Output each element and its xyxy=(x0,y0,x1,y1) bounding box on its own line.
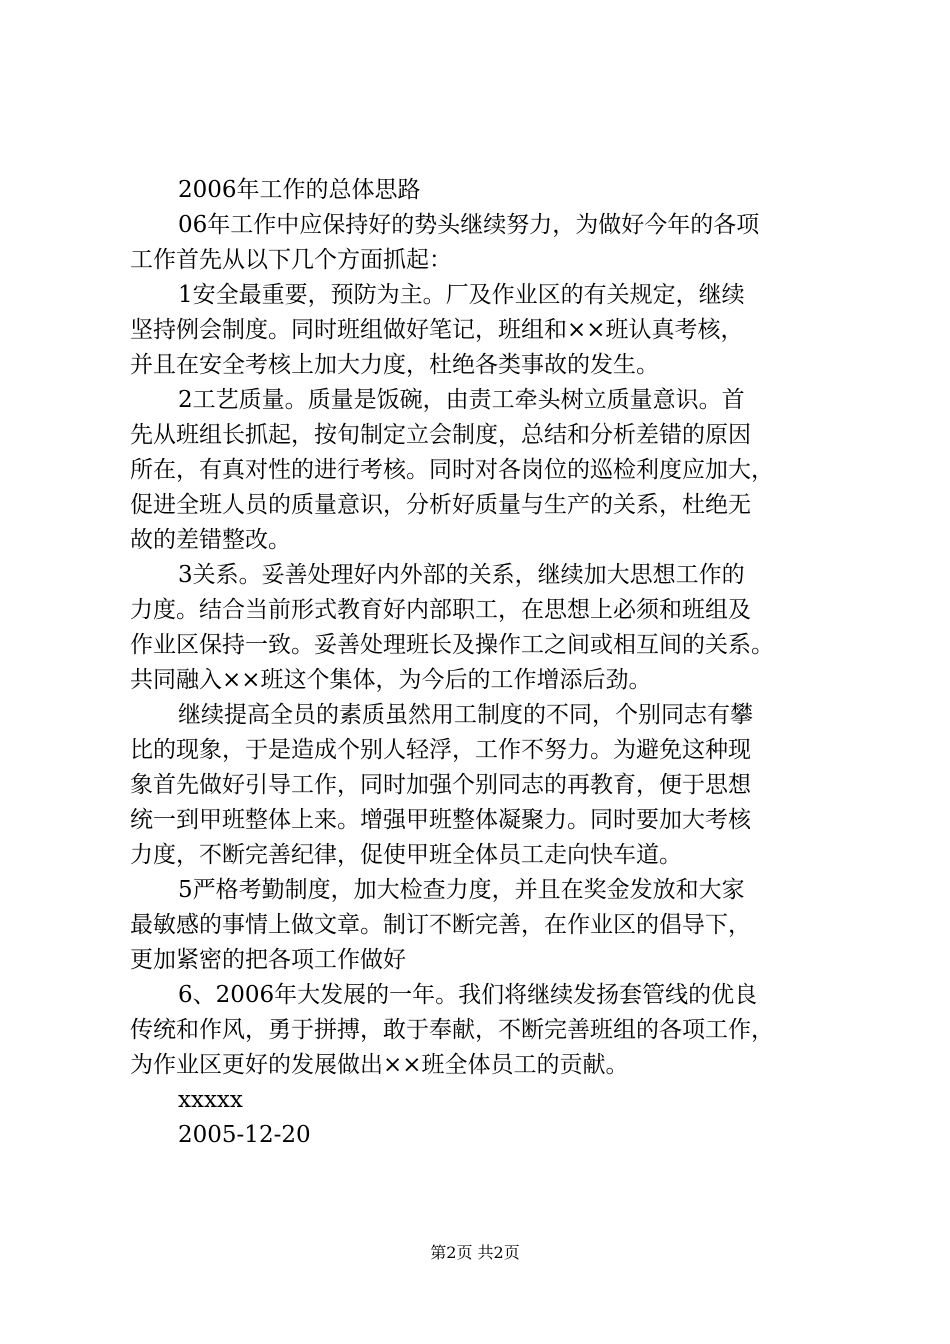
document-line: 比的现象，于是造成个别人轻浮，工作不努力。为避免这种现 xyxy=(130,737,751,763)
document-line: 3关系。妥善处理好内外部的关系，继续加大思想工作的 xyxy=(178,562,745,588)
document-line: 所在，有真对性的进行考核。同时对各岗位的巡检利度应加大， xyxy=(130,457,774,483)
document-line: 故的差错整改。 xyxy=(130,527,291,553)
document-line: 更加紧密的把各项工作做好 xyxy=(130,947,406,973)
document-line: 统一到甲班整体上来。增强甲班整体凝聚力。同时要加大考核 xyxy=(130,807,751,833)
document-line: 象首先做好引导工作，同时加强个别同志的再教育，便于思想 xyxy=(130,772,751,798)
document-line: 2006年工作的总体思路 xyxy=(178,177,421,203)
document-line: 共同融入××班这个集体，为今后的工作增添后劲。 xyxy=(130,667,652,693)
document-line: 6、2006年大发展的一年。我们将继续发扬套管线的优良 xyxy=(178,982,758,1008)
document-line: 先从班组长抓起，按旬制定立会制度，总结和分析差错的原因 xyxy=(130,422,751,448)
page-footer: 第2页 共2页 xyxy=(430,1243,520,1262)
document-line: 1安全最重要，预防为主。厂及作业区的有关规定，继续 xyxy=(178,282,745,308)
document-line: 为作业区更好的发展做出××班全体员工的贡献。 xyxy=(130,1052,629,1078)
document-line: 力度，不断完善纪律，促使甲班全体员工走向快车道。 xyxy=(130,842,682,868)
document-line: 06年工作中应保持好的势头继续努力，为做好今年的各项 xyxy=(178,212,760,238)
document-line: 工作首先从以下几个方面抓起： xyxy=(130,247,452,273)
document-line: 最敏感的事情上做文章。制订不断完善，在作业区的倡导下， xyxy=(130,912,751,938)
document-line: 力度。结合当前形式教育好内部职工，在思想上必须和班组及 xyxy=(130,597,751,623)
document-line: xxxxx xyxy=(178,1087,243,1113)
document-line: 坚持例会制度。同时班组做好笔记，班组和××班认真考核， xyxy=(130,317,744,343)
document-line: 作业区保持一致。妥善处理班长及操作工之间或相互间的关系。 xyxy=(130,632,774,658)
document-body xyxy=(130,173,830,1153)
document-line: 2005-12-20 xyxy=(178,1122,311,1148)
document-line: 5严格考勤制度，加大检查力度，并且在奖金发放和大家 xyxy=(178,877,745,903)
document-line: 继续提高全员的素质虽然用工制度的不同，个别同志有攀 xyxy=(178,702,753,728)
document-line: 并且在安全考核上加大力度，杜绝各类事故的发生。 xyxy=(130,352,659,378)
document-line: 2工艺质量。质量是饭碗，由责工牵头树立质量意识。首 xyxy=(178,387,745,413)
document-line: 传统和作风，勇于拼搏，敢于奉献，不断完善班组的各项工作， xyxy=(130,1017,774,1043)
document-line: 促进全班人员的质量意识，分析好质量与生产的关系，杜绝无 xyxy=(130,492,751,518)
